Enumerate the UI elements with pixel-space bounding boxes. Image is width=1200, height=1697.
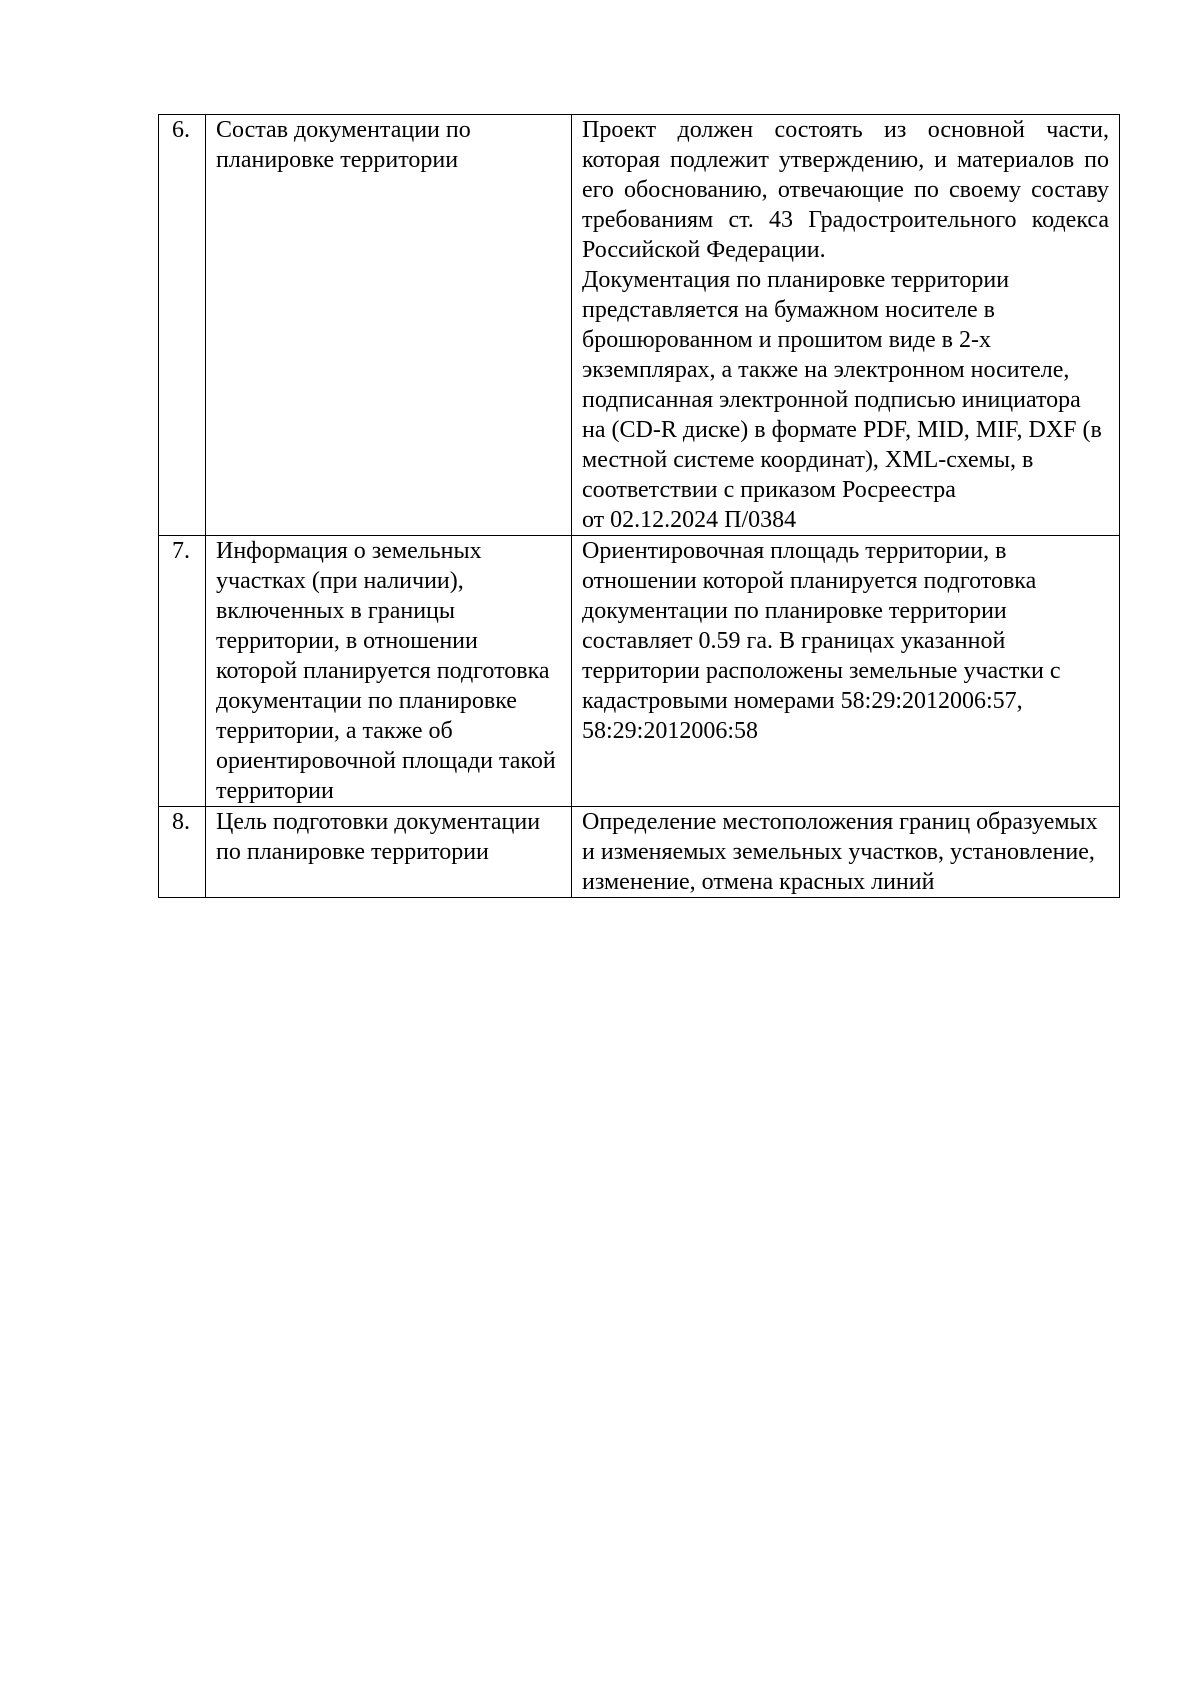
- parameter-name: Информация о земельных участках (при наличии), включенных в границы территории, в отношении которой планируется подготовка документации по планировке территории, а также об ориентировочной площади такой территории: [206, 536, 572, 807]
- value-paragraph: Проект должен состоять из основной части, которая подлежит утверждению, и материалов по его обоснованию, отвечающие по своему составу требованиям ст. 43 Градостроительного кодекса Российской Федерации.: [582, 117, 1109, 263]
- parameter-value: [572, 115, 1120, 536]
- value-paragraph: Документация по планировке территории представляется на бумажном носителе в брошюрованном и прошитом виде в 2-х экземплярах, а также на электронном носителе, подписанная электронной подписью инициатора на (CD-R диске) в формате PDF, MID, MIF, DXF (в местной системе координат), XML-схемы, в соответствии с приказом Росреестра: [582, 267, 1102, 503]
- row-number: 7.: [159, 536, 206, 807]
- table-row: [159, 536, 1120, 807]
- parameter-value: Ориентировочная площадь территории, в отношении которой планируется подготовка документации по планировке территории составляет 0.59 га. В границах указанной территории расположены земельные участки с кадастровыми номерами 58:29:2012006:57, 58:29:2012006:58: [572, 536, 1120, 807]
- parameter-name: Цель подготовки документации по планировке территории: [206, 807, 572, 898]
- row-number: 8.: [159, 807, 206, 898]
- parameter-value: Определение местоположения границ образуемых и изменяемых земельных участков, установление, изменение, отмена красных линий: [572, 807, 1120, 898]
- table-row: [159, 807, 1120, 898]
- table-row: [159, 115, 1120, 536]
- requirements-table: [158, 114, 1120, 898]
- parameter-name: Состав документации по планировке территории: [206, 115, 572, 536]
- row-number: 6.: [159, 115, 206, 536]
- value-paragraph: от 02.12.2024 П/0384: [582, 507, 797, 533]
